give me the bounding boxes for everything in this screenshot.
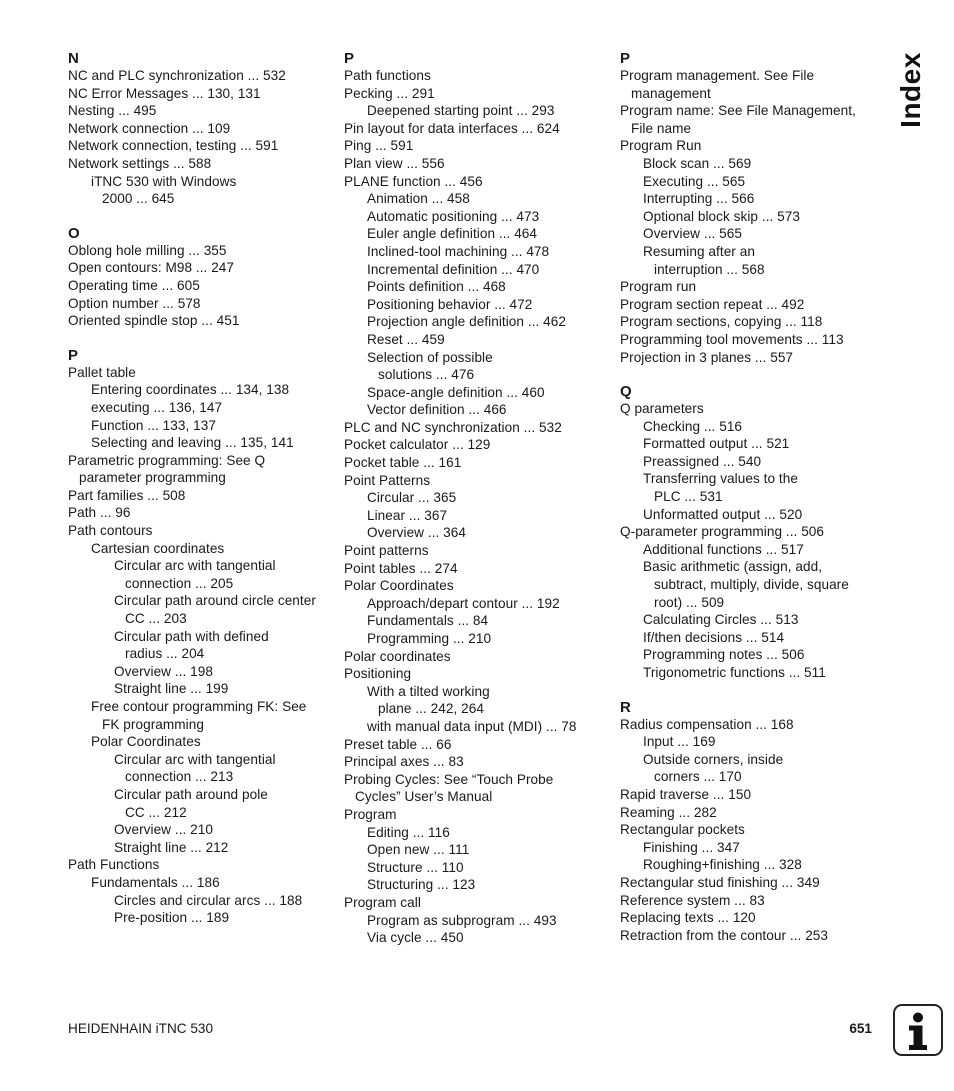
index-entry: Preset table ... 66: [344, 736, 452, 752]
index-entry: Projection in 3 planes ... 557: [620, 349, 794, 365]
index-entry: Checking ... 516: [643, 418, 743, 434]
index-entry: Block scan ... 569: [643, 155, 752, 171]
index-entry: PLC and NC synchronization ... 532: [344, 419, 562, 435]
index-entry: Path functions: [344, 68, 431, 83]
index-entry: Rapid traverse ... 150: [620, 786, 752, 802]
section-tab: [888, 50, 934, 130]
index-entry: Euler angle definition ... 464: [367, 226, 538, 242]
index-entry-continuation: solutions ... 476: [378, 367, 475, 383]
index-entry: Reset ... 459: [367, 331, 445, 347]
index-entry: Overview ... 210: [114, 822, 214, 838]
index-entry: Replacing texts ... 120: [620, 910, 756, 926]
index-entry: iTNC 530 with Windows: [91, 173, 237, 189]
index-entry: Option number ... 578: [68, 295, 201, 311]
index-column-1: [68, 50, 336, 927]
index-letter-heading: P: [344, 50, 355, 67]
index-entry: Circular arc with tangential: [114, 558, 276, 574]
index-entry: Network settings ... 588: [68, 155, 212, 171]
index-entry: Circular path with defined: [114, 628, 269, 644]
index-entry: Program call: [344, 894, 421, 910]
index-entry: Pecking ... 291: [344, 85, 435, 101]
index-entry-continuation: CC ... 212: [125, 804, 187, 820]
index-entry: executing ... 136, 147: [91, 399, 223, 415]
index-entry: Rectangular pockets: [620, 822, 745, 838]
index-entry-continuation: subtract, multiply, divide, square: [654, 577, 849, 593]
index-entry: with manual data input (MDI) ... 78: [367, 718, 577, 734]
index-entry: Program sections, copying ... 118: [620, 314, 823, 330]
index-entry: NC and PLC synchronization ... 532: [68, 68, 286, 83]
index-entry: Point patterns: [344, 543, 429, 559]
index-entry: Incremental definition ... 470: [367, 261, 540, 277]
index-entry-continuation: management: [631, 85, 711, 101]
index-entry: Linear ... 367: [367, 507, 448, 523]
index-entry: Positioning: [344, 666, 412, 682]
index-entry: Preassigned ... 540: [643, 453, 762, 469]
index-entry: Radius compensation ... 168: [620, 716, 794, 732]
index-entry: Structure ... 110: [367, 859, 464, 875]
index-entry-continuation: 2000 ... 645: [102, 191, 175, 207]
index-entry: Automatic positioning ... 473: [367, 208, 540, 224]
index-entry-continuation: radius ... 204: [125, 646, 205, 662]
index-entry: Deepened starting point ... 293: [367, 103, 555, 119]
index-entry: Selection of possible: [367, 349, 493, 365]
index-entry-continuation: CC ... 203: [125, 611, 187, 627]
index-entry: Q-parameter programming ... 506: [620, 524, 825, 540]
index-entry: Structuring ... 123: [367, 877, 476, 893]
index-column-3: [620, 50, 888, 944]
index-entry: Polar coordinates: [344, 648, 451, 664]
index-entry: Operating time ... 605: [68, 277, 200, 293]
index-entry: Circular path around circle center: [114, 593, 316, 609]
index-entry: Principal axes ... 83: [344, 754, 464, 770]
index-entry: Nesting ... 495: [68, 103, 157, 119]
index-letter-heading: P: [620, 50, 631, 67]
index-entry: Trigonometric functions ... 511: [643, 665, 826, 680]
index-entry-continuation: connection ... 205: [125, 575, 234, 591]
index-letter-heading: N: [68, 50, 79, 67]
index-entry: Editing ... 116: [367, 824, 450, 840]
index-entry: If/then decisions ... 514: [643, 629, 785, 645]
index-letter-heading: R: [620, 698, 631, 716]
index-entry: Programming notes ... 506: [643, 647, 805, 663]
index-entry: Cartesian coordinates: [91, 540, 225, 556]
index-entry: Interrupting ... 566: [643, 191, 755, 207]
index-entry: Reaming ... 282: [620, 804, 717, 820]
index-entry: Function ... 133, 137: [91, 417, 216, 433]
index-entry: Point Patterns: [344, 472, 431, 488]
index-entry: Open new ... 111: [367, 842, 470, 858]
index-entry: Overview ... 364: [367, 525, 467, 541]
index-entry: Pin layout for data interfaces ... 624: [344, 120, 560, 136]
index-entry: Plan view ... 556: [344, 155, 445, 171]
index-entry: Resuming after an: [643, 243, 755, 259]
index-entry: Rectangular stud finishing ... 349: [620, 874, 820, 890]
index-entry: Circular path around pole: [114, 786, 268, 802]
index-entry: Calculating Circles ... 513: [643, 612, 799, 628]
index-entry: Polar Coordinates: [344, 578, 454, 594]
index-entry: Reference system ... 83: [620, 892, 765, 908]
index-entry: Additional functions ... 517: [643, 541, 804, 557]
index-entry-continuation: root) ... 509: [654, 594, 725, 610]
index-letter-heading: Q: [620, 383, 632, 401]
index-entry: Unformatted output ... 520: [643, 506, 803, 522]
index-entry: Network connection ... 109: [68, 120, 231, 136]
index-entry: Circles and circular arcs ... 188: [114, 892, 303, 908]
index-entry: Parametric programming: See Q: [68, 452, 266, 468]
index-entry: Straight line ... 212: [114, 839, 229, 855]
index-entry: Programming ... 210: [367, 631, 492, 646]
index-entry: Point tables ... 274: [344, 560, 458, 576]
index-entry: Overview ... 198: [114, 663, 214, 679]
index-entry-continuation: Cycles” User’s Manual: [355, 789, 493, 805]
index-entry: Outside corners, inside: [643, 751, 784, 767]
index-entry: Pocket table ... 161: [344, 455, 462, 471]
index-entry-continuation: File name: [631, 120, 692, 136]
index-entry-continuation: corners ... 170: [654, 769, 742, 785]
index-entry: Network connection, testing ... 591: [68, 138, 279, 154]
index-entry: Circular arc with tangential: [114, 751, 276, 767]
index-entry: Oblong hole milling ... 355: [68, 242, 227, 258]
index-entry-continuation: FK programming: [102, 716, 204, 732]
index-entry: Vector definition ... 466: [367, 402, 507, 418]
index-entry: Programming tool movements ... 113: [620, 331, 844, 347]
index-entry-continuation: connection ... 213: [125, 769, 234, 785]
index-entry: NC Error Messages ... 130, 131: [68, 85, 261, 101]
index-letter-heading: P: [68, 346, 79, 364]
index-entry: Pre-position ... 189: [114, 910, 230, 926]
index-entry: Program: [344, 806, 397, 822]
index-entry: Roughing+finishing ... 328: [643, 857, 802, 873]
index-entry: Straight line ... 199: [114, 681, 229, 697]
index-entry: Oriented spindle stop ... 451: [68, 313, 240, 329]
index-entry: Points definition ... 468: [367, 279, 506, 295]
index-entry: Optional block skip ... 573: [643, 208, 801, 224]
index-entry: Fundamentals ... 84: [367, 613, 489, 629]
index-entry: Pocket calculator ... 129: [344, 437, 491, 453]
index-entry: Fundamentals ... 186: [91, 874, 220, 890]
index-entry: Finishing ... 347: [643, 839, 740, 855]
index-entry: Formatted output ... 521: [643, 436, 790, 452]
section-tab-label: Index: [895, 52, 927, 128]
index-entry: Program Run: [620, 138, 702, 154]
index-entry: Basic arithmetic (assign, add,: [643, 559, 823, 575]
index-entry: Positioning behavior ... 472: [367, 296, 533, 312]
index-entry: Circular ... 365: [367, 490, 457, 506]
index-entry: Program management. See File: [620, 68, 815, 83]
info-icon: [893, 1004, 943, 1056]
index-entry: Entering coordinates ... 134, 138: [91, 382, 290, 398]
footer-manual-title: HEIDENHAIN iTNC 530: [68, 1021, 214, 1036]
index-entry: With a tilted working: [367, 683, 490, 699]
index-entry: Projection angle definition ... 462: [367, 314, 566, 330]
index-entry: Free contour programming FK: See: [91, 699, 307, 714]
index-entry: Inclined-tool machining ... 478: [367, 243, 550, 259]
index-entry: Open contours: M98 ... 247: [68, 260, 235, 276]
index-entry: PLANE function ... 456: [344, 173, 483, 189]
index-entry: Retraction from the contour ... 253: [620, 927, 829, 943]
index-entry: Polar Coordinates: [91, 734, 201, 750]
page-number: 651: [849, 1021, 872, 1036]
index-entry: Transferring values to the: [643, 471, 798, 487]
index-entry: Path contours: [68, 523, 153, 539]
index-entry-continuation: interruption ... 568: [654, 261, 765, 277]
index-entry: Overview ... 565: [643, 226, 743, 242]
index-entry: Selecting and leaving ... 135, 141: [91, 435, 294, 451]
index-entry: Program name: See File Management,: [620, 103, 856, 119]
index-entry-continuation: parameter programming: [79, 470, 226, 486]
index-entry: Q parameters: [620, 401, 704, 417]
index-entry: Path ... 96: [68, 505, 131, 521]
index-entry: Program run: [620, 279, 697, 295]
index-entry: Via cycle ... 450: [367, 930, 464, 946]
index-letter-heading: O: [68, 224, 80, 242]
index-column-2: [344, 50, 612, 947]
index-entry: Probing Cycles: See “Touch Probe: [344, 771, 554, 787]
index-entry-continuation: plane ... 242, 264: [378, 701, 484, 717]
index-entry: Part families ... 508: [68, 487, 186, 503]
index-entry: Program as subprogram ... 493: [367, 912, 557, 928]
index-entry: Animation ... 458: [367, 191, 470, 207]
index-entry: Approach/depart contour ... 192: [367, 595, 560, 611]
index-entry-continuation: PLC ... 531: [654, 489, 723, 505]
index-entry: Space-angle definition ... 460: [367, 384, 545, 400]
index-entry: Ping ... 591: [344, 138, 414, 154]
index-entry: Pallet table: [68, 364, 136, 380]
index-entry: Input ... 169: [643, 734, 716, 750]
index-entry: Program section repeat ... 492: [620, 296, 805, 312]
index-entry: Path Functions: [68, 857, 160, 873]
index-entry: Executing ... 565: [643, 173, 746, 189]
